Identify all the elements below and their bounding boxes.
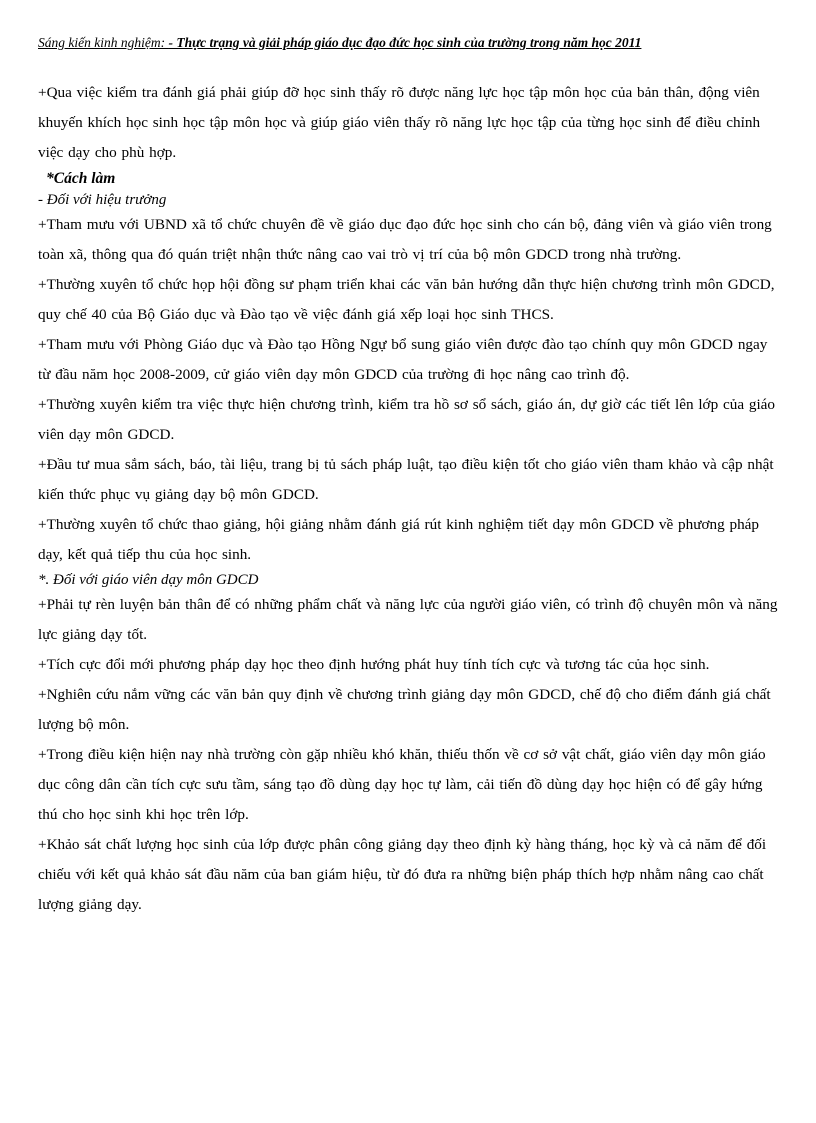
teacher-item: +Khảo sát chất lượng học sinh của lớp được phân công giảng dạy theo định kỳ hàng tháng, học kỳ và cả năm để đối chiếu với kết quả khảo sát đầu năm của ban giám hiệu, từ đó đưa ra những biện pháp thích hợp nhằm nâng cao chất lượng giảng dạy.: [38, 836, 767, 913]
principal-item: +Tham mưu với UBND xã tổ chức chuyên đề về giáo dục đạo đức học sinh cho cán bộ, đảng viên và giáo viên trong toàn xã, thông qua đó quán triệt nhận thức nâng cao vai trò vị trí của bộ môn GDCD trong nhà trường.: [38, 216, 772, 263]
document-body: [38, 78, 784, 920]
principal-item: +Thường xuyên tổ chức họp hội đồng sư phạm triển khai các văn bản hướng dẫn thực hiện chương trình môn GDCD, quy chế 40 của Bộ Giáo dục và Đào tạo về việc đánh giá xếp loại học sinh THCS.: [38, 276, 775, 323]
header-prefix: Sáng kiến kinh nghiệm:: [38, 35, 169, 50]
page-header: [38, 34, 784, 52]
teacher-item: +Trong điều kiện hiện nay nhà trường còn gặp nhiều khó khăn, thiếu thốn về cơ sở vật chất, giáo viên dạy môn giáo dục công dân cần tích cực sưu tầm, sáng tạo đồ dùng dạy học tự làm, cải tiến đồ dùng dạy học hiện có để gây hứng thú cho học sinh khi học trên lớp.: [38, 746, 766, 823]
principal-heading: - Đối với hiệu trưởng: [38, 192, 167, 208]
section-heading: *Cách làm: [46, 170, 116, 187]
teacher-item: +Phải tự rèn luyện bản thân để có những phẩm chất và năng lực của người giáo viên, có trình độ chuyên môn và năng lực giảng dạy tốt.: [38, 596, 778, 643]
principal-item: +Tham mưu với Phòng Giáo dục và Đào tạo Hồng Ngự bổ sung giáo viên được đào tạo chính quy môn GDCD ngay từ đầu năm học 2008-2009, cử giáo viên dạy môn GDCD của trường đi học nâng cao trình độ.: [38, 336, 768, 383]
teacher-item: +Nghiên cứu nắm vững các văn bản quy định về chương trình giảng dạy môn GDCD, chế độ cho điểm đánh giá chất lượng bộ môn.: [38, 686, 771, 733]
header-title: - Thực trạng và giải pháp giáo dục đạo đức học sinh của trường trong năm học 2011: [168, 35, 642, 50]
teacher-item: +Tích cực đổi mới phương pháp dạy học theo định hướng phát huy tính tích cực và tương tác của học sinh.: [38, 656, 710, 673]
principal-item: +Đầu tư mua sắm sách, báo, tài liệu, trang bị tủ sách pháp luật, tạo điều kiện tốt cho giáo viên tham khảo và cập nhật kiến thức phục vụ giảng dạy bộ môn GDCD.: [38, 456, 774, 503]
principal-item: +Thường xuyên kiểm tra việc thực hiện chương trình, kiểm tra hồ sơ sổ sách, giáo án, dự giờ các tiết lên lớp của giáo viên dạy môn GDCD.: [38, 396, 776, 443]
intro-paragraph: +Qua việc kiểm tra đánh giá phải giúp đỡ học sinh thấy rõ được năng lực học tập môn học của bản thân, động viên khuyến khích học sinh học tập môn học và giúp giáo viên thấy rõ năng lực học tập của từng học sinh để điều chỉnh việc dạy cho phù hợp.: [38, 84, 761, 161]
teacher-heading: *. Đối với giáo viên dạy môn GDCD: [38, 572, 259, 588]
principal-item: +Thường xuyên tổ chức thao giảng, hội giảng nhằm đánh giá rút kinh nghiệm tiết dạy môn GDCD về phương pháp dạy, kết quả tiếp thu của học sinh.: [38, 516, 759, 563]
